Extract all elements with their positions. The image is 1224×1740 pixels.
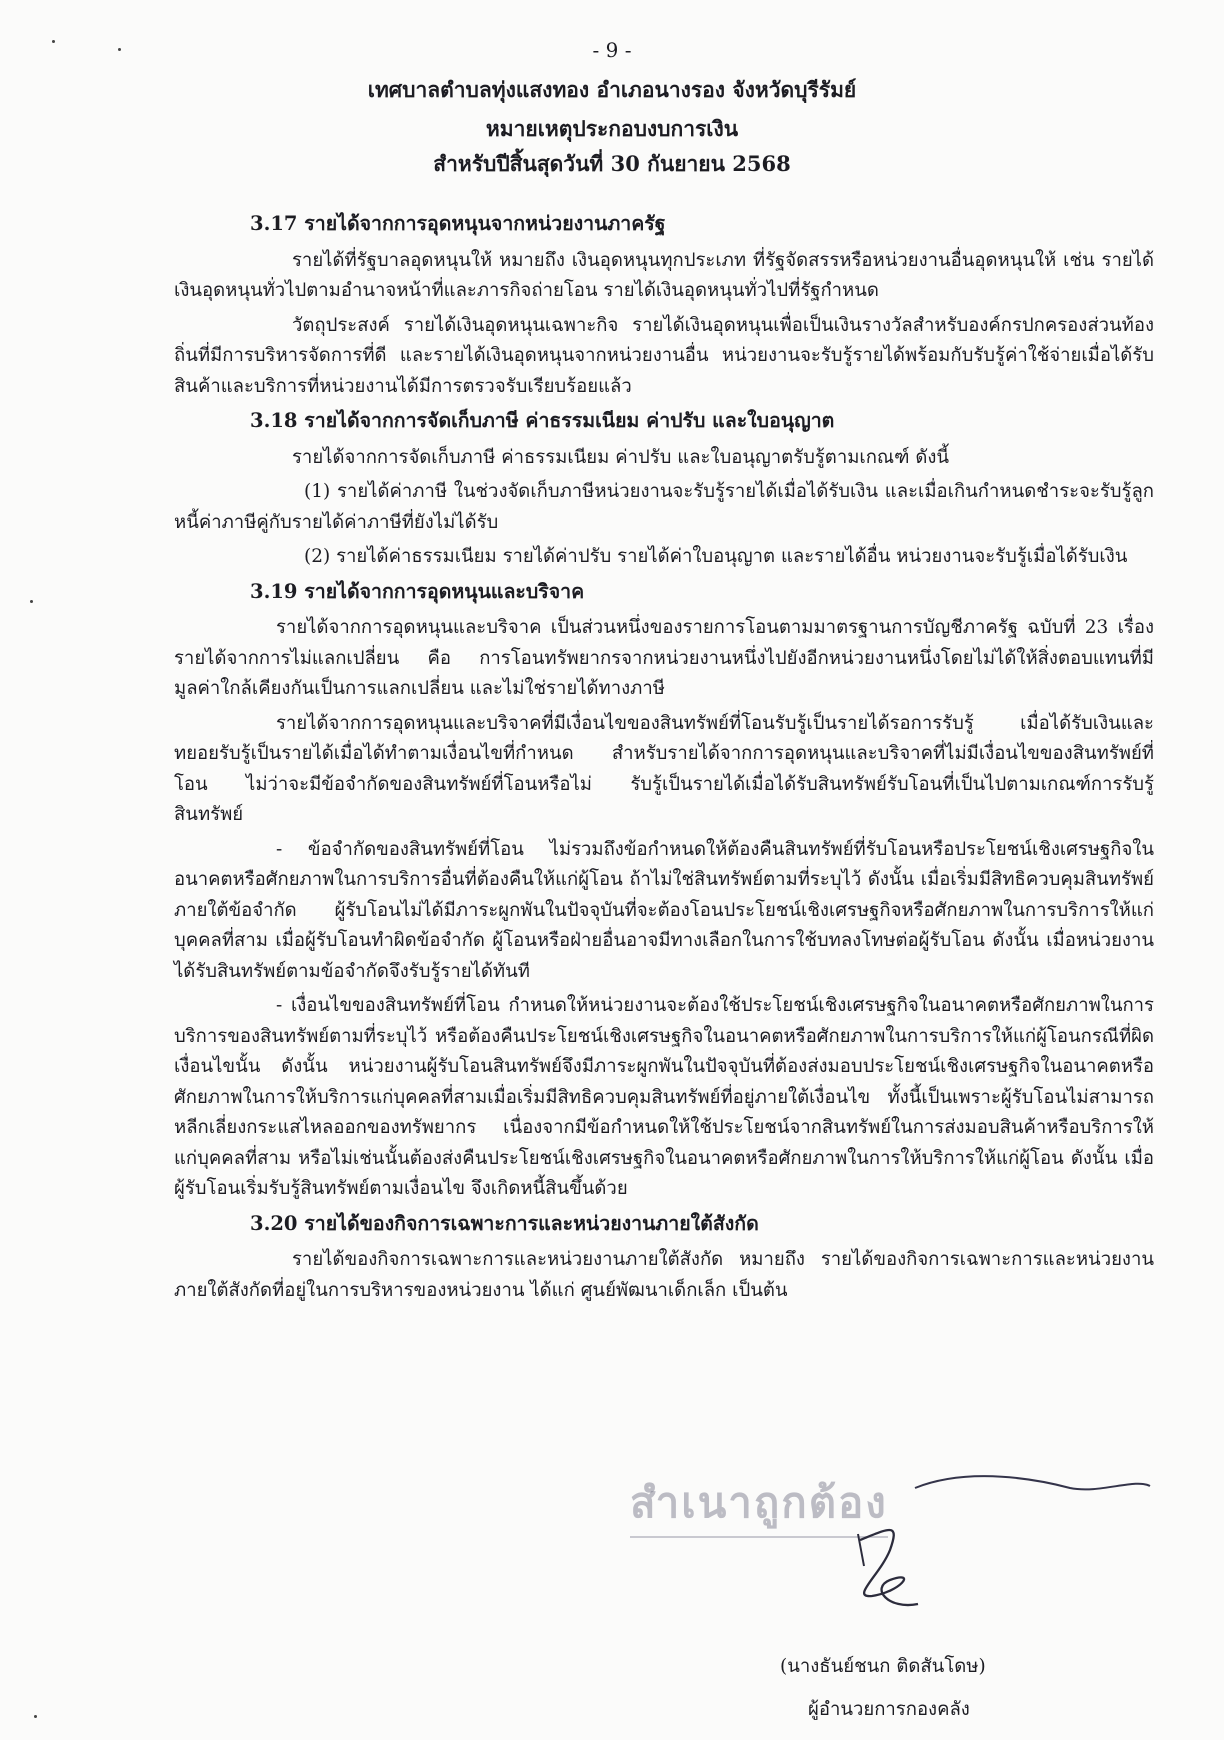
certified-copy-stamp: สำเนาถูกต้อง: [630, 1470, 888, 1538]
section-3-19-paragraph: รายได้จากการอุดหนุนและบริจาคที่มีเงื่อนไขของสินทรัพย์ที่โอนรับรู้เป็นรายได้รอการรับรู้ เมื่อได้รับเงินและทยอยรับรู้เป็นรายได้เมื่อได้ทำตามเงื่อนไขที่กำหนด สำหรับรายได้จากการอุดหนุนและบริจาคที่ไม่มีเงื่อนไขของสินทรัพย์ที่โอน ไม่ว่าจะมีข้อจำกัดของสินทรัพย์ที่โอนหรือไม่ รับรู้เป็นรายได้เมื่อได้รับสินทรัพย์รับโอนที่เป็นไปตามเกณฑ์การรับรู้สินทรัพย์: [174, 712, 1154, 825]
section-3-17-paragraph: รายได้ที่รัฐบาลอุดหนุนให้ หมายถึง เงินอุดหนุนทุกประเภท ที่รัฐจัดสรรหรือหน่วยงานอื่นอุดหนุนให้ เช่น รายได้เงินอุดหนุนทั่วไปตามอำนาจหน้าที่และภารกิจถ่ายโอน รายได้เงินอุดหนุนทั่วไปที่รัฐกำหนด: [174, 249, 1154, 301]
section-3-19-paragraph: รายได้จากการอุดหนุนและบริจาค เป็นส่วนหนึ่งของรายการโอนตามมาตรฐานการบัญชีภาครัฐ ฉบับที่ 23 เรื่อง รายได้จากการไม่แลกเปลี่ยน คือ การโอนทรัพยากรจากหน่วยงานหนึ่งไปยังอีกหน่วยงานหนึ่งโดยไม่ได้ให้สิ่งตอบแทนที่มีมูลค่าใกล้เคียงกันเป็นการแลกเปลี่ยน และไม่ใช่รายได้ทางภาษี: [174, 617, 1154, 699]
section-3-20-paragraph: รายได้ของกิจการเฉพาะการและหน่วยงานภายใต้สังกัด หมายถึง รายได้ของกิจการเฉพาะการและหน่วยงานภายใต้สังกัดที่อยู่ในการบริหารของหน่วยงาน ได้แก่ ศูนย์พัฒนาเด็กเล็ก เป็นต้น: [174, 1249, 1154, 1301]
section-3-18-item: (2) รายได้ค่าธรรมเนียม รายได้ค่าปรับ รายได้ค่าใบอนุญาต และรายได้อื่น หน่วยงานจะรับรู้เมื่อได้รับเงิน: [304, 546, 1128, 567]
document-body: [174, 205, 1154, 1310]
section-3-19-paragraph: - เงื่อนไขของสินทรัพย์ที่โอน กำหนดให้หน่วยงานจะต้องใช้ประโยชน์เชิงเศรษฐกิจในอนาคตหรือศักยภาพในการบริการของสินทรัพย์ตามที่ระบุไว้ หรือต้องคืนประโยชน์เชิงเศรษฐกิจในอนาคตหรือศักยภาพในการบริการให้แก่ผู้โอนกรณีที่ผิดเงื่อนไขนั้น ดังนั้น หน่วยงานผู้รับโอนสินทรัพย์จึงมีภาระผูกพันในปัจจุบันที่ต้องส่งมอบประโยชน์เชิงเศรษฐกิจในอนาคตหรือศักยภาพในการให้บริการแก่บุคคลที่สามเมื่อเริ่มมีสิทธิควบคุมสินทรัพย์ที่อยู่ภายใต้เงื่อนไข ทั้งนี้เป็นเพราะผู้รับโอนไม่สามารถหลีกเลี่ยงกระแสไหลออกของทรัพยากร เนื่องจากมีข้อกำหนดให้ใช้ประโยชน์จากสินทรัพย์ในการส่งมอบสินค้าหรือบริการให้แก่บุคคลที่สาม หรือไม่เช่นนั้นต้องส่งคืนประโยชน์เชิงเศรษฐกิจในอนาคตหรือศักยภาพในการให้บริการให้แก่ผู้โอน ดังนั้น เมื่อผู้รับโอนเริ่มรับรู้สินทรัพย์ตามเงื่อนไข จึงเกิดหนี้สินขึ้นด้วย: [174, 995, 1154, 1199]
scan-speck: [30, 600, 33, 603]
signatory-name: (นางธันย์ชนก ติดสันโดษ): [780, 1656, 986, 1677]
section-3-18-heading: 3.18 รายได้จากการจัดเก็บภาษี ค่าธรรมเนียม ค่าปรับ และใบอนุญาต: [250, 409, 835, 432]
page-number: - 9 -: [592, 38, 632, 62]
scan-speck: [34, 1715, 37, 1718]
section-3-17-heading: 3.17 รายได้จากการอุดหนุนจากหน่วยงานภาครัฐ: [250, 212, 666, 235]
section-3-19-paragraph: - ข้อจำกัดของสินทรัพย์ที่โอน ไม่รวมถึงข้อกำหนดให้ต้องคืนสินทรัพย์ที่รับโอนหรือประโยชน์เชิงเศรษฐกิจในอนาคตหรือศักยภาพในการบริการอื่นที่ต้องคืนให้แก่ผู้โอน ถ้าไม่ใช่สินทรัพย์ตามที่ระบุไว้ ดังนั้น เมื่อเริ่มมีสิทธิควบคุมสินทรัพย์ภายใต้ข้อจำกัด ผู้รับโอนไม่ได้มีภาระผูกพันในปัจจุบันที่จะต้องโอนประโยชน์เชิงเศรษฐกิจหรือศักยภาพในการบริการให้แก่บุคคลที่สาม เมื่อผู้รับโอนทำผิดข้อจำกัด ผู้โอนหรือฝ่ายอื่นอาจมีทางเลือกในการใช้บทลงโทษต่อผู้รับโอน ดังนั้น เมื่อหน่วยงานได้รับสินทรัพย์ตามข้อจำกัดจึงรับรู้รายได้ทันที: [174, 838, 1154, 982]
signatory-title: ผู้อำนวยการกองคลัง: [808, 1699, 970, 1720]
section-3-18-item: (1) รายได้ค่าภาษี ในช่วงจัดเก็บภาษีหน่วยงานจะรับรู้รายได้เมื่อได้รับเงิน และเมื่อเกินกำหนดชำระจะรับรู้ลูกหนี้ค่าภาษีคู่กับรายได้ค่าภาษีที่ยังไม่ได้รับ: [174, 481, 1154, 533]
header-title: หมายเหตุประกอบงบการเงิน: [485, 116, 739, 141]
section-3-17-paragraph: วัตถุประสงค์ รายได้เงินอุดหนุนเฉพาะกิจ รายได้เงินอุดหนุนเพื่อเป็นเงินรางวัลสำหรับองค์กรปกครองส่วนท้องถิ่นที่มีการบริหารจัดการที่ดี และรายได้เงินอุดหนุนจากหน่วยงานอื่น หน่วยงานจะรับรู้รายได้พร้อมกับรับรู้ค่าใช้จ่ายเมื่อได้รับสินค้าและบริการที่หน่วยงานได้มีการตรวจรับเรียบร้อยแล้ว: [174, 314, 1154, 397]
section-3-18-paragraph: รายได้จากการจัดเก็บภาษี ค่าธรรมเนียม ค่าปรับ และใบอนุญาตรับรู้ตามเกณฑ์ ดังนี้: [292, 446, 950, 468]
header-period: สำหรับปีสิ้นสุดวันที่ 30 กันยายน 2568: [433, 151, 791, 176]
section-3-19-heading: 3.19 รายได้จากการอุดหนุนและบริจาค: [250, 579, 585, 603]
header-organization: เทศบาลตำบลทุ่งแสงทอง อำเภอนางรอง จังหวัดบุรีรัมย์: [367, 77, 857, 102]
section-3-20-heading: 3.20 รายได้ของกิจการเฉพาะการและหน่วยงานภายใต้สังกัด: [250, 1211, 759, 1235]
signature-image: [740, 1470, 1160, 1620]
